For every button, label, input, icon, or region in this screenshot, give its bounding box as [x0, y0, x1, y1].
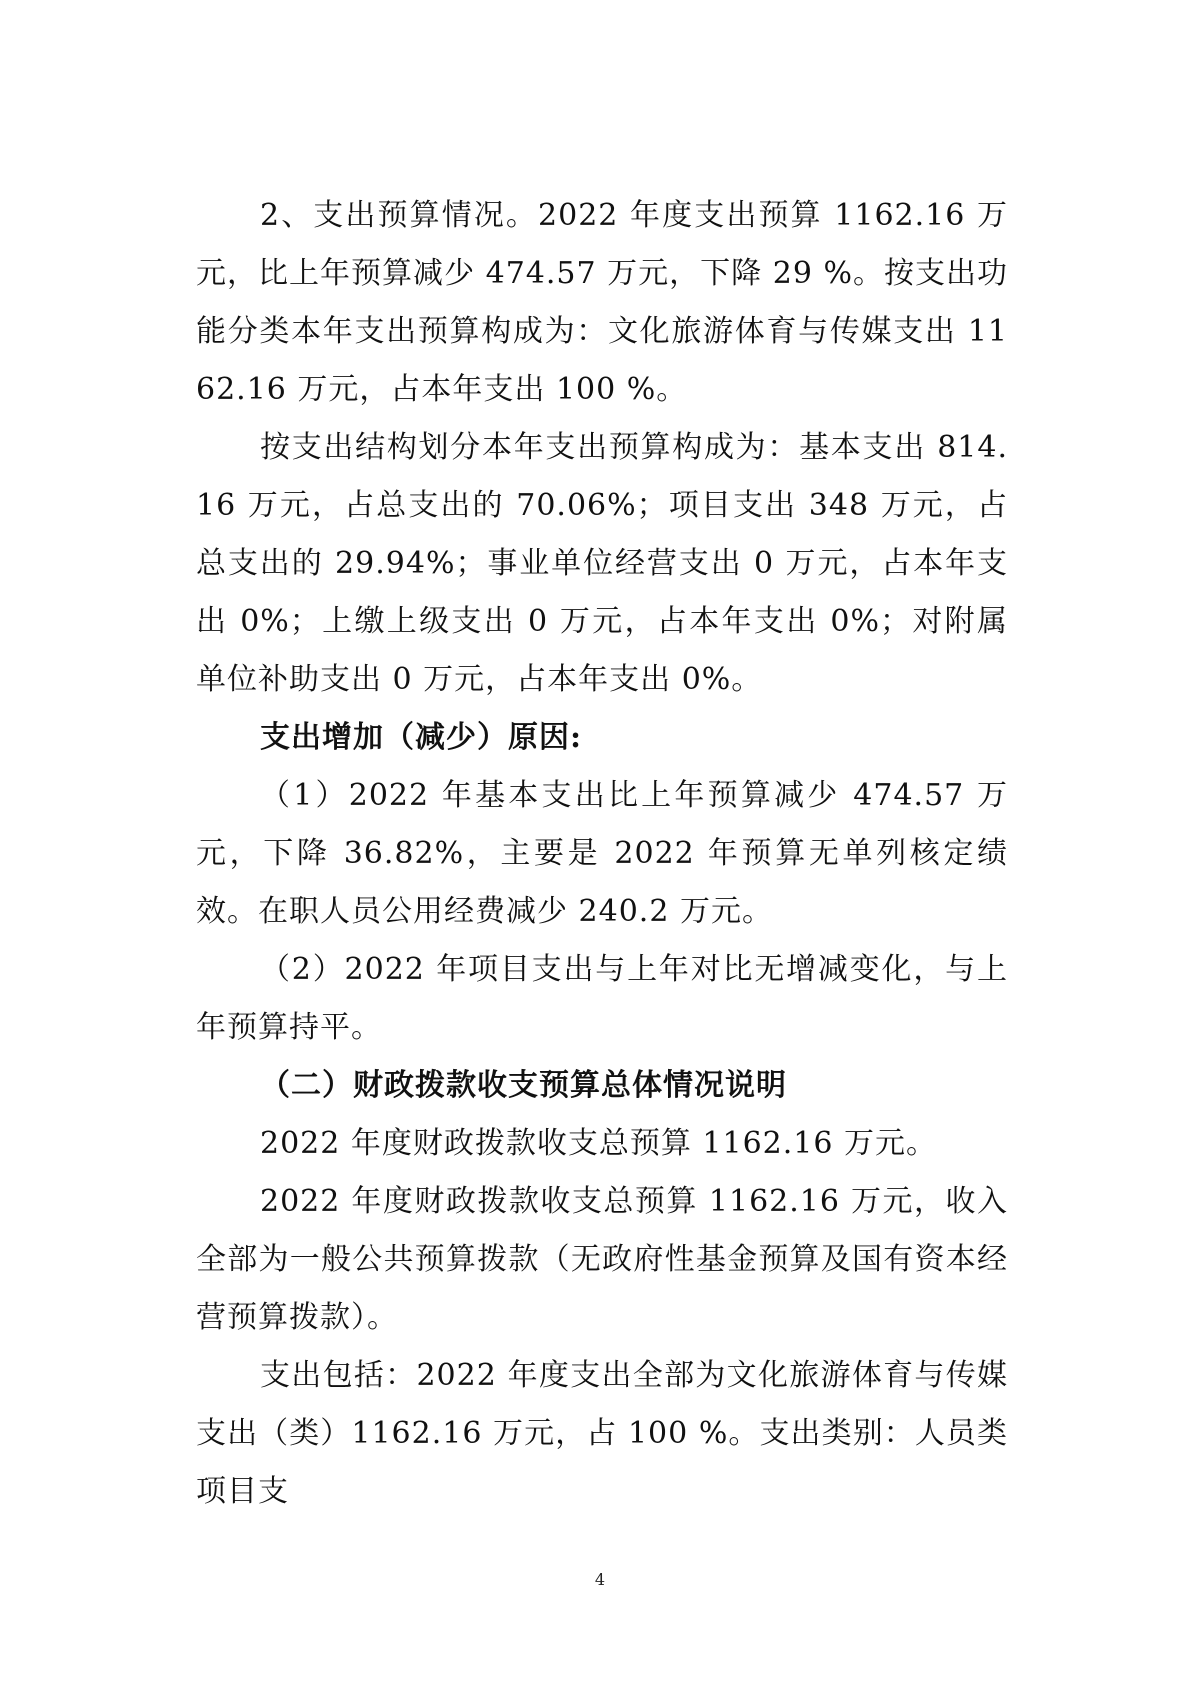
- heading-change-reasons: 支出增加（减少）原因:: [260, 720, 583, 755]
- paragraph-reason-project: （2）2022 年项目支出与上年对比无增减变化，与上年预算持平。: [196, 952, 1008, 1045]
- page-number: 4: [594, 1570, 606, 1589]
- paragraph-fiscal-total: 2022 年度财政拨款收支总预算 1162.16 万元。: [260, 1126, 938, 1161]
- heading-fiscal-appropriation: （二）财政拨款收支预算总体情况说明: [260, 1068, 787, 1103]
- paragraph-fiscal-income: 2022 年度财政拨款收支总预算 1162.16 万元，收入全部为一般公共预算拨款（无政府性基金预算及国有资本经营预算拨款）。: [196, 1184, 1008, 1335]
- paragraph-expenditure-structure: 按支出结构划分本年支出预算构成为：基本支出 814.16 万元，占总支出的 70.06%；项目支出 348 万元，占总支出的 29.94%；事业单位经营支出 0 万元，占本年支出 0%；上缴上级支出 0 万元，占本年支出 0%；对附属单位补助支出 0 万元，占本年支出 0%。: [196, 430, 1008, 697]
- paragraph-fiscal-expenditure: 支出包括：2022 年度支出全部为文化旅游体育与传媒支出（类）1162.16 万元，占 100 %。支出类别：人员类项目支: [196, 1358, 1008, 1509]
- paragraph-reason-basic: （1）2022 年基本支出比上年预算减少 474.57 万元，下降 36.82%，主要是 2022 年预算无单列核定绩效。在职人员公用经费减少 240.2 万元。: [196, 778, 1008, 929]
- page-body: [196, 187, 1008, 1521]
- paragraph-expenditure-budget: 2、支出预算情况。2022 年度支出预算 1162.16 万元，比上年预算减少 474.57 万元，下降 29 %。按支出功能分类本年支出预算构成为：文化旅游体育与传媒支出 1162.16 万元，占本年支出 100 %。: [196, 198, 1008, 407]
